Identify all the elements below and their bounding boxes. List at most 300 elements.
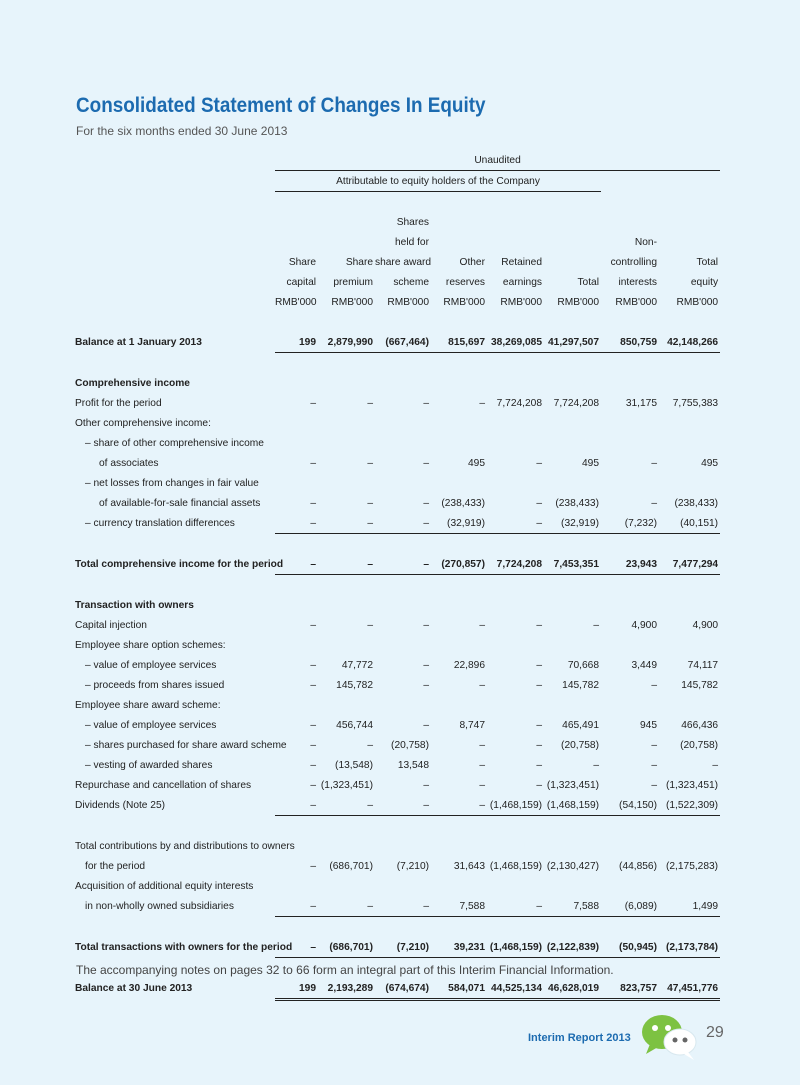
cell-value: (667,464) <box>385 336 429 348</box>
value-cell <box>544 554 601 575</box>
cell-value: – <box>479 739 485 751</box>
cell-value: – <box>423 679 429 691</box>
value-cell <box>601 755 659 775</box>
cell-value: 584,071 <box>448 982 485 994</box>
cell-value: 495 <box>701 457 719 469</box>
cell-value: (270,857) <box>441 558 485 570</box>
column-header-cell: RMB'000 <box>676 296 719 308</box>
table-row <box>75 876 720 896</box>
value-cell <box>601 937 659 958</box>
value-cell <box>487 453 544 473</box>
cell-value: – <box>479 619 485 631</box>
value-cell <box>431 795 487 816</box>
value-cell <box>318 775 375 795</box>
empty-cell <box>601 816 659 837</box>
cell-value: – <box>310 900 316 912</box>
cell-value: – <box>479 779 485 791</box>
cell-value: 145,782 <box>681 679 719 691</box>
value-cell <box>318 373 375 393</box>
value-cell <box>318 978 375 1000</box>
table-row <box>75 373 720 393</box>
cell-value: 7,588 <box>573 900 599 912</box>
column-header-row <box>75 252 720 272</box>
cell-value: – <box>651 759 657 771</box>
value-cell <box>275 493 318 513</box>
value-cell <box>487 836 544 856</box>
value-cell <box>544 795 601 816</box>
value-cell <box>318 856 375 876</box>
value-cell <box>659 978 720 1000</box>
cell-value: – <box>479 799 485 811</box>
row-label: of available-for-sale financial assets <box>99 497 261 509</box>
value-cell <box>601 735 659 755</box>
cell-value: (13,548) <box>335 759 373 771</box>
value-cell <box>375 856 431 876</box>
value-cell <box>659 775 720 795</box>
value-cell <box>487 937 544 958</box>
value-cell <box>544 373 601 393</box>
cell-value: – <box>310 397 316 409</box>
empty-cell <box>375 575 431 596</box>
table-row <box>75 393 720 413</box>
value-cell <box>544 675 601 695</box>
cell-value: (674,674) <box>385 982 429 994</box>
value-cell <box>601 554 659 575</box>
value-cell <box>318 513 375 534</box>
empty-cell <box>487 312 544 332</box>
cell-value: 7,477,294 <box>672 558 719 570</box>
table-row <box>75 513 720 534</box>
cell-value: – <box>479 759 485 771</box>
empty-cell <box>275 816 318 837</box>
value-cell <box>659 937 720 958</box>
value-cell <box>375 795 431 816</box>
value-cell <box>544 978 601 1000</box>
cell-value: (1,522,309) <box>665 799 719 811</box>
value-cell <box>375 433 431 453</box>
row-label: – currency translation differences <box>85 517 235 529</box>
table-row <box>75 433 720 453</box>
value-cell <box>318 836 375 856</box>
empty-cell <box>487 816 544 837</box>
row-label: Employee share option schemes: <box>75 639 226 651</box>
value-cell <box>544 413 601 433</box>
table-row <box>75 795 720 816</box>
table-row <box>75 534 720 555</box>
value-cell <box>659 373 720 393</box>
cell-value: (2,122,839) <box>546 941 599 953</box>
equity-statement <box>75 150 720 1001</box>
row-label: for the period <box>85 860 146 872</box>
value-cell <box>318 615 375 635</box>
value-cell <box>375 393 431 413</box>
value-cell <box>318 393 375 413</box>
value-cell <box>659 453 720 473</box>
cell-value: (50,945) <box>619 941 657 953</box>
value-cell <box>431 836 487 856</box>
value-cell <box>601 655 659 675</box>
cell-value: – <box>536 759 542 771</box>
value-cell <box>318 937 375 958</box>
value-cell <box>318 735 375 755</box>
value-cell <box>375 896 431 917</box>
value-cell <box>659 655 720 675</box>
value-cell <box>431 655 487 675</box>
cell-value: – <box>423 799 429 811</box>
empty-cell <box>75 150 275 171</box>
attributable-header: Attributable to equity holders of the Company <box>275 171 601 192</box>
column-header-row <box>75 232 720 252</box>
cell-value: – <box>367 517 373 529</box>
value-cell <box>318 595 375 615</box>
page-subtitle: For the six months ended 30 June 2013 <box>76 124 288 138</box>
empty-cell <box>659 917 720 938</box>
column-header-cell: RMB'000 <box>615 296 657 308</box>
column-header-cell <box>275 192 318 213</box>
value-cell <box>431 896 487 917</box>
cell-value: – <box>712 759 719 771</box>
value-cell <box>275 896 318 917</box>
cell-value: – <box>593 759 599 771</box>
cell-value: – <box>423 719 429 731</box>
cell-value: – <box>423 497 429 509</box>
cell-value: – <box>536 900 542 912</box>
value-cell <box>375 635 431 655</box>
cell-value: – <box>536 497 542 509</box>
column-header-cell: Non- <box>634 236 657 248</box>
empty-cell <box>487 534 544 555</box>
cell-value: – <box>310 719 316 731</box>
value-cell <box>659 715 720 735</box>
value-cell <box>544 715 601 735</box>
value-cell <box>275 473 318 493</box>
unaudited-header: Unaudited <box>275 150 720 171</box>
cell-value: – <box>423 900 429 912</box>
value-cell <box>318 755 375 775</box>
value-cell <box>659 836 720 856</box>
column-header-cell <box>431 212 487 232</box>
empty-cell <box>659 816 720 837</box>
table-row <box>75 615 720 635</box>
row-label: Total contributions by and distributions to owners <box>75 840 295 852</box>
value-cell <box>659 332 720 353</box>
report-label: Interim Report 2013 <box>528 1032 631 1044</box>
cell-value: – <box>651 779 657 791</box>
value-cell <box>601 695 659 715</box>
row-label: of associates <box>99 457 159 469</box>
cell-value: (54,150) <box>619 799 657 811</box>
value-cell <box>375 373 431 393</box>
cell-value: – <box>423 397 429 409</box>
value-cell <box>275 393 318 413</box>
table-row <box>75 775 720 795</box>
value-cell <box>431 937 487 958</box>
value-cell <box>659 513 720 534</box>
empty-cell <box>375 917 431 938</box>
value-cell <box>318 655 375 675</box>
table-row <box>75 353 720 374</box>
value-cell <box>544 876 601 896</box>
value-cell <box>601 473 659 493</box>
value-cell <box>375 715 431 735</box>
value-cell <box>375 937 431 958</box>
column-header-cell: RMB'000 <box>275 296 317 308</box>
value-cell <box>318 675 375 695</box>
value-cell <box>487 795 544 816</box>
column-header-cell: controlling <box>610 256 657 268</box>
cell-value: (238,433) <box>441 497 485 509</box>
empty-cell <box>75 192 275 213</box>
value-cell <box>431 978 487 1000</box>
value-cell <box>601 775 659 795</box>
value-cell <box>487 413 544 433</box>
value-cell <box>487 373 544 393</box>
value-cell <box>431 595 487 615</box>
value-cell <box>601 978 659 1000</box>
cell-value: – <box>310 679 316 691</box>
column-header-cell <box>544 212 601 232</box>
value-cell <box>431 453 487 473</box>
column-header-cell <box>544 192 601 213</box>
cell-value: – <box>479 679 485 691</box>
cell-value: – <box>367 497 373 509</box>
value-cell <box>487 715 544 735</box>
value-cell <box>601 413 659 433</box>
value-cell <box>275 373 318 393</box>
value-cell <box>431 373 487 393</box>
table-row <box>75 917 720 938</box>
value-cell <box>659 635 720 655</box>
value-cell <box>487 332 544 353</box>
table-row <box>75 978 720 1000</box>
empty-cell <box>431 816 487 837</box>
row-label: in non-wholly owned subsidiaries <box>85 900 234 912</box>
value-cell <box>487 856 544 876</box>
column-header-cell <box>487 232 544 252</box>
value-cell <box>544 615 601 635</box>
empty-cell <box>318 816 375 837</box>
column-header-cell <box>487 192 544 213</box>
value-cell <box>318 413 375 433</box>
empty-cell <box>431 353 487 374</box>
cell-value: – <box>423 558 429 570</box>
value-cell <box>275 715 318 735</box>
value-cell <box>601 876 659 896</box>
value-cell <box>601 595 659 615</box>
cell-value: (7,210) <box>396 860 429 872</box>
table-row <box>75 836 720 856</box>
column-header-row <box>75 212 720 232</box>
cell-value: 7,724,208 <box>553 397 599 409</box>
value-cell <box>375 413 431 433</box>
empty-cell <box>601 575 659 596</box>
row-label: Repurchase and cancellation of shares <box>75 779 252 791</box>
cell-value: – <box>367 619 373 631</box>
table-row <box>75 896 720 917</box>
value-cell <box>375 978 431 1000</box>
table-row <box>75 735 720 755</box>
empty-cell <box>431 917 487 938</box>
page-title: Consolidated Statement of Changes In Equity <box>76 94 486 117</box>
value-cell <box>487 675 544 695</box>
row-label: – vesting of awarded shares <box>85 759 213 771</box>
value-cell <box>601 715 659 735</box>
cell-value: 31,643 <box>453 860 485 872</box>
value-cell <box>275 978 318 1000</box>
value-cell <box>601 856 659 876</box>
cell-value: – <box>310 759 316 771</box>
value-cell <box>659 856 720 876</box>
value-cell <box>487 473 544 493</box>
cell-value: 42,148,266 <box>667 336 719 348</box>
cell-value: (686,701) <box>329 941 373 953</box>
value-cell <box>431 554 487 575</box>
value-cell <box>318 554 375 575</box>
column-header-cell: Total <box>696 256 719 268</box>
cell-value: (1,468,159) <box>489 799 542 811</box>
row-label: Total comprehensive income for the period <box>75 558 284 570</box>
table-row <box>75 493 720 513</box>
value-cell <box>275 876 318 896</box>
row-label: – share of other comprehensive income <box>85 437 264 449</box>
value-cell <box>659 695 720 715</box>
cell-value: 74,117 <box>687 659 719 671</box>
value-cell <box>318 332 375 353</box>
column-header-cell: RMB'000 <box>500 296 542 308</box>
table-row <box>75 595 720 615</box>
value-cell <box>487 978 544 1000</box>
cell-value: – <box>310 860 316 872</box>
cell-value: 7,724,208 <box>496 558 542 570</box>
value-cell <box>318 473 375 493</box>
value-cell <box>275 755 318 775</box>
value-cell <box>544 836 601 856</box>
cell-value: – <box>423 517 429 529</box>
value-cell <box>375 493 431 513</box>
value-cell <box>318 695 375 715</box>
value-cell <box>275 332 318 353</box>
column-header-cell <box>544 232 601 252</box>
column-header-cell: Retained <box>501 256 542 268</box>
footer-note: The accompanying notes on pages 32 to 66 form an integral part of this Interim Financial Information. <box>76 963 614 977</box>
column-header-cell <box>318 232 375 252</box>
wechat-chat-bubbles-icon <box>640 1010 700 1062</box>
empty-cell <box>318 575 375 596</box>
cell-value: 38,269,085 <box>491 336 542 348</box>
column-header-cell <box>375 192 431 213</box>
row-label: – value of employee services <box>85 719 217 731</box>
value-cell <box>601 513 659 534</box>
value-cell <box>487 755 544 775</box>
value-cell <box>318 876 375 896</box>
column-header-cell: RMB'000 <box>331 296 373 308</box>
cell-value: – <box>536 739 542 751</box>
empty-cell <box>275 534 318 555</box>
cell-value: (1,323,451) <box>546 779 599 791</box>
value-cell <box>601 393 659 413</box>
column-header-row <box>75 292 720 312</box>
value-cell <box>431 413 487 433</box>
cell-value: (20,758) <box>561 739 599 751</box>
cell-value: (40,151) <box>680 517 719 529</box>
cell-value: (44,856) <box>619 860 657 872</box>
empty-cell <box>375 534 431 555</box>
row-label: Transaction with owners <box>75 599 194 611</box>
value-cell <box>544 755 601 775</box>
row-label: Comprehensive income <box>75 377 190 389</box>
value-cell <box>487 493 544 513</box>
value-cell <box>431 675 487 695</box>
column-header-cell: reserves <box>445 276 485 288</box>
empty-cell <box>318 353 375 374</box>
row-label: Capital injection <box>75 619 147 631</box>
row-label: Employee share award scheme: <box>75 699 221 711</box>
value-cell <box>275 413 318 433</box>
cell-value: – <box>536 779 542 791</box>
column-header-cell: premium <box>333 276 373 288</box>
value-cell <box>431 615 487 635</box>
row-label: Total transactions with owners for the period <box>75 941 293 953</box>
value-cell <box>375 453 431 473</box>
column-header-cell <box>318 212 375 232</box>
value-cell <box>275 453 318 473</box>
cell-value: 495 <box>468 457 485 469</box>
row-label: – net losses from changes in fair value <box>85 477 259 489</box>
value-cell <box>431 493 487 513</box>
cell-value: 2,193,289 <box>327 982 373 994</box>
cell-value: – <box>367 900 373 912</box>
empty-cell <box>431 575 487 596</box>
value-cell <box>431 755 487 775</box>
cell-value: 466,436 <box>681 719 719 731</box>
cell-value: – <box>310 497 316 509</box>
table-row <box>75 675 720 695</box>
empty-cell <box>275 917 318 938</box>
cell-value: 8,747 <box>459 719 485 731</box>
cell-value: (6,089) <box>624 900 657 912</box>
value-cell <box>487 876 544 896</box>
value-cell <box>431 635 487 655</box>
cell-value: (20,758) <box>391 739 429 751</box>
cell-value: (686,701) <box>329 860 373 872</box>
value-cell <box>375 735 431 755</box>
empty-cell <box>659 958 720 979</box>
table-row <box>75 554 720 575</box>
value-cell <box>431 433 487 453</box>
empty-cell <box>544 534 601 555</box>
value-cell <box>601 493 659 513</box>
cell-value: – <box>310 517 316 529</box>
empty-cell <box>75 212 275 232</box>
column-header-cell: share award <box>375 256 432 268</box>
empty-cell <box>544 353 601 374</box>
cell-value: (1,468,159) <box>546 799 599 811</box>
value-cell <box>659 896 720 917</box>
cell-value: – <box>310 457 316 469</box>
value-cell <box>318 896 375 917</box>
empty-cell <box>375 353 431 374</box>
page-number: 29 <box>706 1024 724 1041</box>
empty-cell <box>487 917 544 938</box>
value-cell <box>431 856 487 876</box>
value-cell <box>487 595 544 615</box>
cell-value: – <box>367 558 373 570</box>
value-cell <box>375 755 431 775</box>
table-row <box>75 695 720 715</box>
value-cell <box>544 332 601 353</box>
cell-value: 7,588 <box>459 900 485 912</box>
column-header-cell: equity <box>690 276 719 288</box>
